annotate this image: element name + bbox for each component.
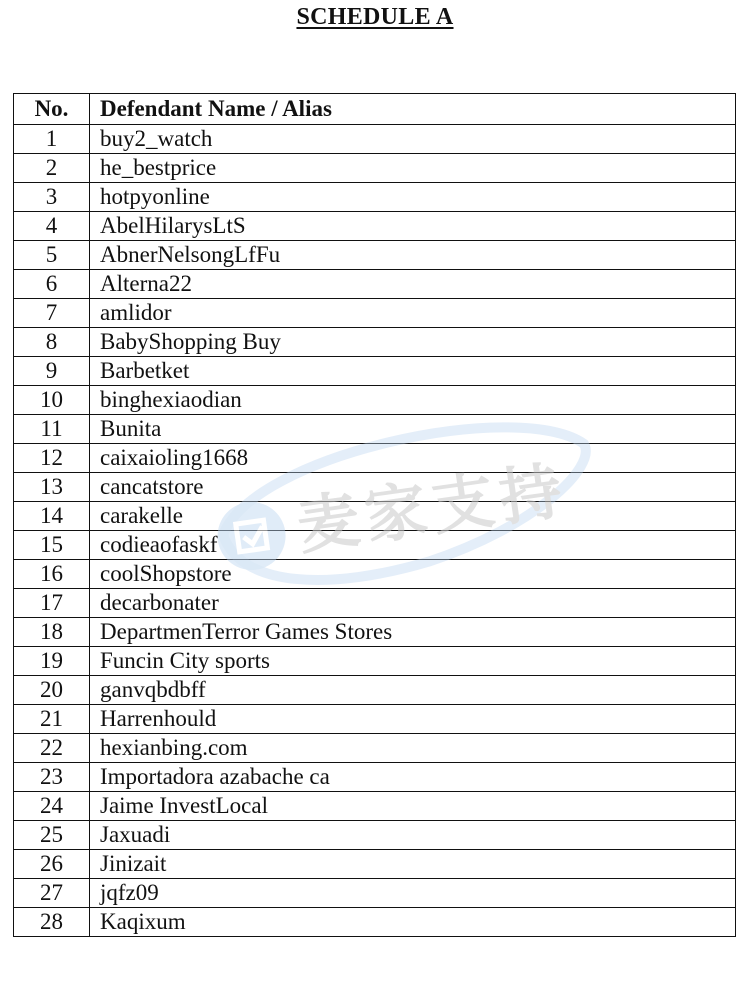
defendant-name: Alterna22 [90, 270, 736, 299]
row-number: 3 [14, 183, 90, 212]
table-row [14, 183, 736, 212]
defendant-name: Barbetket [90, 357, 736, 386]
defendant-name: hexianbing.com [90, 734, 736, 763]
row-number: 9 [14, 357, 90, 386]
row-number: 8 [14, 328, 90, 357]
column-header-no: No. [14, 94, 90, 125]
defendant-name: codieaofaskf [90, 531, 736, 560]
table-row [14, 734, 736, 763]
table-row [14, 299, 736, 328]
defendant-name: coolShopstore [90, 560, 736, 589]
row-number: 12 [14, 444, 90, 473]
defendant-name: Bunita [90, 415, 736, 444]
row-number: 24 [14, 792, 90, 821]
row-number: 14 [14, 502, 90, 531]
table-row [14, 328, 736, 357]
row-number: 19 [14, 647, 90, 676]
table-row [14, 850, 736, 879]
table-row [14, 560, 736, 589]
defendant-name: Importadora azabache ca [90, 763, 736, 792]
row-number: 22 [14, 734, 90, 763]
defendant-name: amlidor [90, 299, 736, 328]
table-row [14, 270, 736, 299]
defendant-name: buy2_watch [90, 125, 736, 154]
table-row [14, 589, 736, 618]
defendant-name: AbnerNelsongLfFu [90, 241, 736, 270]
table-header-row [14, 94, 736, 125]
row-number: 18 [14, 618, 90, 647]
watermark-text: 麦家支持 [292, 452, 573, 564]
row-number: 23 [14, 763, 90, 792]
defendant-name: Jaxuadi [90, 821, 736, 850]
row-number: 4 [14, 212, 90, 241]
row-number: 2 [14, 154, 90, 183]
table-row [14, 241, 736, 270]
table-row [14, 154, 736, 183]
defendant-name: hotpyonline [90, 183, 736, 212]
defendant-name: caixaioling1668 [90, 444, 736, 473]
defendant-name: he_bestprice [90, 154, 736, 183]
table-row [14, 531, 736, 560]
table-row [14, 821, 736, 850]
defendant-name: decarbonater [90, 589, 736, 618]
table-row [14, 792, 736, 821]
row-number: 26 [14, 850, 90, 879]
defendant-name: carakelle [90, 502, 736, 531]
table-row [14, 618, 736, 647]
defendant-name: AbelHilarysLtS [90, 212, 736, 241]
defendant-name: Harrenhould [90, 705, 736, 734]
row-number: 5 [14, 241, 90, 270]
row-number: 13 [14, 473, 90, 502]
defendant-name: binghexiaodian [90, 386, 736, 415]
page-title: SCHEDULE A [296, 4, 454, 30]
defendant-name: ganvqbdbff [90, 676, 736, 705]
defendant-name: jqfz09 [90, 879, 736, 908]
row-number: 11 [14, 415, 90, 444]
table-row [14, 502, 736, 531]
defendant-name: BabyShopping Buy [90, 328, 736, 357]
defendant-name: DepartmenTerror Games Stores [90, 618, 736, 647]
row-number: 10 [14, 386, 90, 415]
table-row [14, 415, 736, 444]
row-number: 28 [14, 908, 90, 937]
row-number: 16 [14, 560, 90, 589]
row-number: 1 [14, 125, 90, 154]
table-row [14, 763, 736, 792]
row-number: 27 [14, 879, 90, 908]
table-row [14, 212, 736, 241]
defendant-name: Jinizait [90, 850, 736, 879]
defendant-name: cancatstore [90, 473, 736, 502]
defendant-name: Kaqixum [90, 908, 736, 937]
table-row [14, 444, 736, 473]
row-number: 17 [14, 589, 90, 618]
row-number: 20 [14, 676, 90, 705]
table-row [14, 647, 736, 676]
table-row [14, 125, 736, 154]
row-number: 6 [14, 270, 90, 299]
row-number: 7 [14, 299, 90, 328]
row-number: 15 [14, 531, 90, 560]
row-number: 21 [14, 705, 90, 734]
table-row [14, 908, 736, 937]
row-number: 25 [14, 821, 90, 850]
defendant-table [13, 93, 736, 937]
column-header-name: Defendant Name / Alias [90, 94, 736, 125]
defendant-name: Funcin City sports [90, 647, 736, 676]
table-row [14, 879, 736, 908]
table-row [14, 705, 736, 734]
table-row [14, 386, 736, 415]
defendant-name: Jaime InvestLocal [90, 792, 736, 821]
table-row [14, 473, 736, 502]
table-row [14, 357, 736, 386]
table-row [14, 676, 736, 705]
table-body [14, 125, 736, 937]
